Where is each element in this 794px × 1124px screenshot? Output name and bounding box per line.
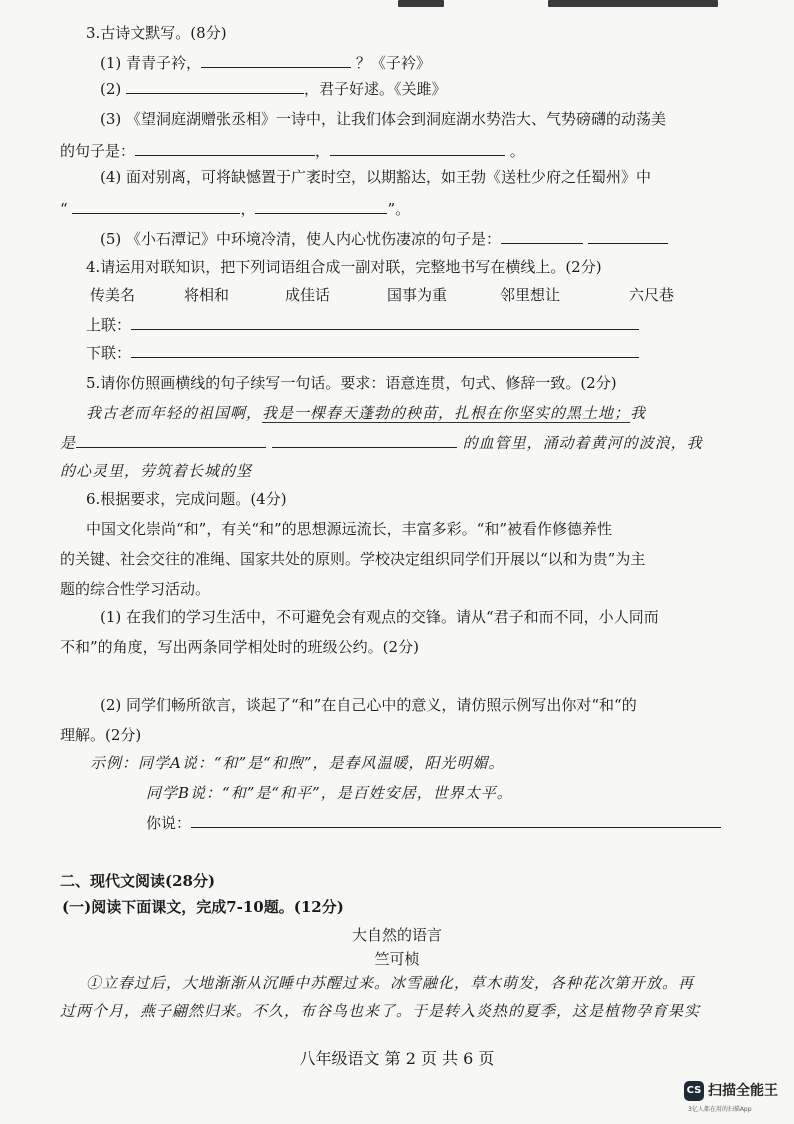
q5-line-1-c: 我	[630, 404, 647, 422]
answer-blank[interactable]	[588, 229, 668, 244]
q6-para-line-3: 题的综合性学习活动。	[60, 580, 211, 598]
q4-title: 4.请运用对联知识，把下列词语组合成一副对联，完整地书写在横线上。(2分)	[86, 258, 602, 276]
answer-blank[interactable]	[501, 229, 583, 244]
q4-word: 成佳话	[285, 286, 331, 304]
camscanner-logo-icon: CS	[684, 1081, 704, 1101]
answer-blank[interactable]	[76, 433, 266, 448]
scan-smudge	[548, 0, 718, 7]
page-footer: 八年级语文 第 2 页 共 6 页	[299, 1049, 495, 1068]
q6-para-line-1: 中国文化崇尚“和”，有关“和”的思想源远流长，丰富多彩。“和”被看作修德养性	[86, 520, 613, 538]
q3-item-1-source: ？《子衿》	[355, 54, 431, 72]
q4-word: 将相和	[184, 286, 230, 304]
q5-line-1	[86, 402, 646, 424]
essay-author: 竺可桢	[374, 950, 420, 968]
q3-item-5	[100, 228, 668, 250]
q4-word: 传美名	[90, 286, 136, 304]
q6-your-answer	[146, 812, 721, 834]
q5-line-1-a: 我古老而年轻的祖国啊，	[86, 404, 263, 422]
q3-item-5-text: (5) 《小石潭记》中环境冷清，使人内心忧伤凄凉的句子是：	[100, 230, 502, 248]
section2-subtitle: (一)阅读下面课文，完成7-10题。(12分)	[62, 898, 344, 916]
q4-word: 邻里想让	[500, 286, 561, 304]
q6-item-1-line2: 不和”的角度，写出两条同学相处时的班级公约。(2分)	[60, 638, 419, 656]
q3-item-3-prompt: 的句子是：	[60, 142, 136, 160]
q4-upper-label: 上联：	[86, 316, 132, 334]
q3-item-1-text: (1) 青青子衿，	[100, 54, 202, 72]
q6-example-a: 示例：同学A说：“和”是“和煦”，是春风温暖，阳光明媚。	[90, 754, 505, 772]
q6-para-line-2: 的关键、社会交往的准绳、国家共处的原则。学校决定组织同学们开展以“以和为贵”为主	[60, 550, 646, 568]
answer-blank[interactable]	[131, 343, 639, 358]
answer-blank[interactable]	[201, 53, 351, 68]
q6-your-label: 你说：	[146, 814, 192, 832]
answer-blank[interactable]	[255, 199, 387, 214]
scan-smudge	[398, 0, 444, 7]
scanner-tagline: 3亿人都在用的扫描App	[688, 1106, 752, 1113]
answer-blank[interactable]	[126, 79, 304, 94]
q6-title: 6.根据要求，完成问题。(4分)	[86, 490, 287, 508]
q5-line-3: 的心灵里，劳筑着长城的坚	[60, 462, 253, 480]
q4-lower-label: 下联：	[86, 344, 132, 362]
answer-blank[interactable]	[131, 315, 639, 330]
essay-title: 大自然的语言	[351, 926, 442, 944]
q4-upper-couplet	[86, 314, 639, 336]
q6-item-2-line1: (2) 同学们畅所欲言，谈起了“和”在自己心中的意义，请仿照示例写出你对“和“的	[100, 696, 637, 714]
q3-item-1	[100, 52, 431, 74]
q3-item-2	[100, 78, 447, 100]
scanner-app-name: 扫描全能王	[708, 1083, 778, 1099]
essay-para-line-1: ①立春过后，大地渐渐从沉睡中苏醒过来。冰雪融化，草木萌发，各种花次第开放。再	[86, 974, 695, 992]
answer-blank[interactable]	[272, 433, 457, 448]
q3-item-4-quote-open: “	[60, 200, 68, 218]
q5-line-2	[60, 432, 703, 454]
q6-item-2-line2: 理解。(2分)	[60, 726, 142, 744]
section2-title: 二、现代文阅读(28分)	[60, 872, 216, 890]
answer-blank[interactable]	[72, 199, 240, 214]
q3-title: 3.古诗文默写。(8分)	[86, 24, 227, 42]
q3-item-2-text: ，君子好逑。《关雎》	[304, 80, 447, 98]
q6-item-1-line1: (1) 在我们的学习生活中，不可避免会有观点的交锋。请从“君子和而不同，小人同而	[100, 608, 659, 626]
q5-line-2-b: 的血管里，涌动着黄河的波浪，我	[462, 434, 703, 452]
q3-item-3-line2: 的句子是： ， 。	[60, 142, 525, 160]
q4-word: 六尺巷	[629, 286, 675, 304]
essay-para-line-2: 过两个月，燕子翩然归来。不久，布谷鸟也来了。于是转入炎热的夏季，这是植物孕育果实	[60, 1002, 701, 1020]
q3-item-4-line2: “ ， ”。	[60, 200, 411, 218]
answer-blank[interactable]	[191, 813, 721, 828]
q3-item-4-line1: (4) 面对别离，可将缺憾置于广袤时空，以期豁达，如王勃《送杜少府之任蜀州》中	[100, 168, 652, 186]
q4-word: 国事为重	[387, 286, 448, 304]
q6-example-b: 同学B说：“和”是“和平”，是百姓安居，世界太平。	[146, 784, 513, 802]
q5-underlined-sentence: 我是一棵春天蓬勃的秧苗，扎根在你坚实的黑土地；	[262, 404, 631, 422]
q5-line-2-a: 是	[60, 434, 77, 452]
q3-item-2-num: (2)	[100, 80, 122, 98]
q5-title: 5.请你仿照画横线的句子续写一句话。要求：语意连贯，句式、修辞一致。(2分)	[86, 374, 617, 392]
q4-lower-couplet	[86, 342, 639, 364]
q3-item-3-line1: (3) 《望洞庭湖赠张丞相》一诗中，让我们体会到洞庭湖水势浩大、气势磅礴的动荡美	[100, 110, 667, 128]
answer-blank[interactable]	[330, 141, 505, 156]
answer-blank[interactable]	[135, 141, 315, 156]
q3-item-4-quote-close: ”。	[387, 200, 411, 218]
